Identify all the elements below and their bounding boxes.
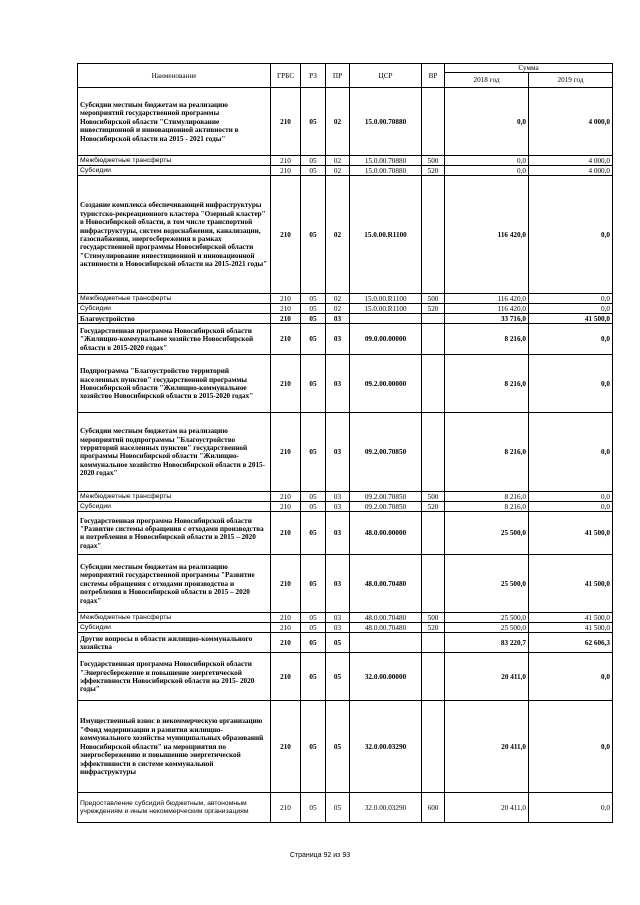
cell-vr [422, 355, 445, 413]
table-row [78, 324, 613, 355]
cell-grbs: 210 [271, 324, 301, 355]
cell-vr [422, 633, 445, 653]
cell-2019: 41 500,0 [529, 613, 613, 623]
header-rz: РЗ [301, 64, 326, 88]
cell-grbs: 210 [271, 156, 301, 166]
cell-2019: 41 500,0 [529, 623, 613, 633]
table-row [78, 633, 613, 653]
table-row [78, 492, 613, 502]
cell-pr: 05 [326, 633, 350, 653]
cell-pr: 03 [326, 502, 350, 512]
cell-2018: 25 500,0 [445, 555, 529, 613]
cell-pr: 05 [326, 653, 350, 701]
cell-csr: 48.0.00.70480 [350, 613, 422, 623]
cell-vr [422, 176, 445, 294]
cell-2019: 0,0 [529, 653, 613, 701]
cell-pr: 02 [326, 304, 350, 314]
table-row [78, 623, 613, 633]
cell-grbs: 210 [271, 176, 301, 294]
cell-vr: 520 [422, 502, 445, 512]
cell-grbs: 210 [271, 793, 301, 823]
cell-rz: 05 [301, 324, 326, 355]
table-row [78, 555, 613, 613]
cell-vr: 500 [422, 156, 445, 166]
table-row [78, 294, 613, 304]
cell-grbs: 210 [271, 166, 301, 176]
cell-csr: 32.0.00.03290 [350, 793, 422, 823]
cell-pr: 03 [326, 492, 350, 502]
cell-2019: 41 500,0 [529, 555, 613, 613]
cell-2019: 0,0 [529, 304, 613, 314]
cell-grbs: 210 [271, 355, 301, 413]
cell-csr: 15.0.00.70880 [350, 166, 422, 176]
cell-2019: 0,0 [529, 492, 613, 502]
table-row [78, 156, 613, 166]
cell-2019: 0,0 [529, 324, 613, 355]
cell-2018: 8 216,0 [445, 492, 529, 502]
cell-grbs: 210 [271, 623, 301, 633]
header-2019: 2019 год [529, 73, 613, 88]
cell-csr: 09.2.00.70850 [350, 502, 422, 512]
cell-vr [422, 314, 445, 324]
cell-name: Субсидии местным бюджетам на реализацию мероприятий государственной программы "Развитие системы обращения с отходами производства и потребления в Новосибирской области в 2015 – 2020 годах" [78, 555, 271, 613]
cell-2018: 8 216,0 [445, 324, 529, 355]
cell-grbs: 210 [271, 512, 301, 555]
cell-pr: 02 [326, 166, 350, 176]
cell-2019: 4 000,0 [529, 156, 613, 166]
cell-2019: 62 606,3 [529, 633, 613, 653]
cell-name: Государственная программа Новосибирской области "Жилищно-коммунальное хозяйство Новосибирской области в 2015-2020 годах" [78, 324, 271, 355]
cell-vr [422, 324, 445, 355]
table-row [78, 502, 613, 512]
cell-name: Межбюджетные трансферты [78, 613, 271, 623]
cell-csr: 32.0.00.03290 [350, 701, 422, 793]
cell-name: Предоставление субсидий бюджетным, автономным учреждениям и иным некоммерческим организациям [78, 793, 271, 823]
cell-csr: 15.0.00.R1100 [350, 176, 422, 294]
cell-pr: 02 [326, 156, 350, 166]
table-row [78, 88, 613, 156]
cell-name: Субсидии [78, 166, 271, 176]
cell-csr: 48.0.00.70480 [350, 623, 422, 633]
cell-csr: 32.0.00.00000 [350, 653, 422, 701]
cell-2018: 20 411,0 [445, 793, 529, 823]
table-row [78, 355, 613, 413]
cell-name: Государственная программа Новосибирской области "Развитие системы обращения с отходами производства и потребления в Новосибирской области в 2015 – 2020 годах" [78, 512, 271, 555]
cell-vr: 520 [422, 623, 445, 633]
cell-2018: 33 716,0 [445, 314, 529, 324]
cell-pr: 05 [326, 793, 350, 823]
cell-vr: 520 [422, 166, 445, 176]
cell-2019: 4 000,0 [529, 166, 613, 176]
cell-name: Создание комплекса обеспечивающей инфраструктуры туристско-рекреационного кластера "Озерный кластер" в Новосибирской области, в том числе транспортной инфраструктуры, систем водоснабжения, канализации, газоснабжения, энергосбережения в рамках государственной программы Новосибирской области "Стимулирование инвестиционной и инновационной активности в Новосибирской области на 2015-2021 годы" [78, 176, 271, 294]
header-csr: ЦСР [350, 64, 422, 88]
cell-csr: 09.2.00.70850 [350, 413, 422, 492]
cell-rz: 05 [301, 701, 326, 793]
cell-name: Подпрограмма "Благоустройство территорий населенных пунктов" государственной программы Новосибирской области "Жилищно-коммунальное хозяйство Новосибирской области в 2015-2020 годах" [78, 355, 271, 413]
cell-name: Другие вопросы в области жилищно-коммунального хозяйства [78, 633, 271, 653]
cell-rz: 05 [301, 555, 326, 613]
cell-2018: 0,0 [445, 166, 529, 176]
cell-pr: 02 [326, 176, 350, 294]
cell-grbs: 210 [271, 613, 301, 623]
cell-2019: 0,0 [529, 413, 613, 492]
cell-pr: 03 [326, 512, 350, 555]
cell-csr: 09.2.00.70850 [350, 492, 422, 502]
cell-2018: 8 216,0 [445, 502, 529, 512]
cell-2018: 8 216,0 [445, 413, 529, 492]
cell-grbs: 210 [271, 413, 301, 492]
cell-pr: 03 [326, 355, 350, 413]
cell-csr: 48.0.00.70480 [350, 555, 422, 613]
cell-name: Субсидии [78, 623, 271, 633]
cell-csr: 09.0.00.00000 [350, 324, 422, 355]
cell-rz: 05 [301, 613, 326, 623]
cell-grbs: 210 [271, 653, 301, 701]
cell-grbs: 210 [271, 492, 301, 502]
cell-pr: 05 [326, 701, 350, 793]
cell-grbs: 210 [271, 294, 301, 304]
cell-csr: 15.0.00.70880 [350, 88, 422, 156]
cell-2018: 20 411,0 [445, 653, 529, 701]
cell-pr: 03 [326, 324, 350, 355]
cell-2019: 0,0 [529, 176, 613, 294]
cell-name: Государственная программа Новосибирской области "Энергосбережение и повышение энергетической эффективности Новосибирской области на 2015- 2020 годы" [78, 653, 271, 701]
table-row [78, 176, 613, 294]
cell-2018: 25 500,0 [445, 623, 529, 633]
cell-grbs: 210 [271, 502, 301, 512]
table-row [78, 304, 613, 314]
cell-grbs: 210 [271, 633, 301, 653]
cell-2018: 0,0 [445, 156, 529, 166]
cell-vr: 500 [422, 492, 445, 502]
cell-vr [422, 88, 445, 156]
cell-grbs: 210 [271, 701, 301, 793]
header-sum: Сумма [445, 64, 613, 73]
cell-csr: 09.2.00.00000 [350, 355, 422, 413]
cell-rz: 05 [301, 355, 326, 413]
cell-vr: 600 [422, 793, 445, 823]
cell-vr [422, 512, 445, 555]
cell-pr: 03 [326, 555, 350, 613]
cell-rz: 05 [301, 156, 326, 166]
table-row [78, 166, 613, 176]
cell-csr: 15.0.00.R1100 [350, 294, 422, 304]
cell-pr: 02 [326, 294, 350, 304]
cell-2019: 0,0 [529, 355, 613, 413]
cell-name: Благоустройство [78, 314, 271, 324]
cell-pr: 03 [326, 613, 350, 623]
cell-pr: 03 [326, 623, 350, 633]
cell-vr: 500 [422, 294, 445, 304]
table-row [78, 653, 613, 701]
cell-pr: 03 [326, 314, 350, 324]
cell-grbs: 210 [271, 88, 301, 156]
cell-rz: 05 [301, 512, 326, 555]
cell-name: Имущественный взнос в некоммерческую организацию "Фонд модернизации и развития жилищно-коммунального хозяйства муниципальных образований Новосибирской области" на мероприятия по энергосбережению и повышению энергетической эффективности в системе коммунальной инфраструктуры [78, 701, 271, 793]
cell-name: Субсидии местным бюджетам на реализацию мероприятий государственной программы Новосибирской области "Стимулирование инвестиционной и инновационной активности в Новосибирской области на 2015 - 2021 годы" [78, 88, 271, 156]
header-2018: 2018 год [445, 73, 529, 88]
cell-vr: 520 [422, 304, 445, 314]
cell-2019: 4 000,0 [529, 88, 613, 156]
cell-2019: 0,0 [529, 502, 613, 512]
table-row [78, 793, 613, 823]
cell-pr: 03 [326, 413, 350, 492]
cell-2018: 116 420,0 [445, 294, 529, 304]
cell-csr [350, 633, 422, 653]
cell-2019: 0,0 [529, 793, 613, 823]
cell-vr [422, 413, 445, 492]
cell-2019: 0,0 [529, 294, 613, 304]
cell-2018: 25 500,0 [445, 613, 529, 623]
cell-rz: 05 [301, 413, 326, 492]
cell-2018: 83 220,7 [445, 633, 529, 653]
cell-rz: 05 [301, 793, 326, 823]
table-row [78, 314, 613, 324]
cell-name: Субсидии [78, 304, 271, 314]
cell-grbs: 210 [271, 314, 301, 324]
cell-vr [422, 555, 445, 613]
cell-vr: 500 [422, 613, 445, 623]
cell-vr [422, 701, 445, 793]
cell-rz: 05 [301, 633, 326, 653]
table-row [78, 512, 613, 555]
table-row [78, 613, 613, 623]
cell-rz: 05 [301, 653, 326, 701]
cell-pr: 02 [326, 88, 350, 156]
cell-grbs: 210 [271, 555, 301, 613]
cell-2019: 0,0 [529, 701, 613, 793]
cell-2018: 0,0 [445, 88, 529, 156]
cell-rz: 05 [301, 166, 326, 176]
cell-vr [422, 653, 445, 701]
page-footer: Страница 92 из 93 [289, 852, 351, 859]
cell-csr: 15.0.00.70880 [350, 156, 422, 166]
budget-table [77, 63, 613, 823]
cell-2019: 41 500,0 [529, 512, 613, 555]
cell-name: Субсидии [78, 502, 271, 512]
header-name: Наименование [78, 64, 271, 88]
cell-rz: 05 [301, 502, 326, 512]
cell-rz: 05 [301, 314, 326, 324]
cell-rz: 05 [301, 304, 326, 314]
header-vr: ВР [422, 64, 445, 88]
cell-rz: 05 [301, 88, 326, 156]
cell-name: Межбюджетные трансферты [78, 156, 271, 166]
cell-name: Межбюджетные трансферты [78, 294, 271, 304]
cell-2018: 25 500,0 [445, 512, 529, 555]
cell-2018: 8 216,0 [445, 355, 529, 413]
cell-csr: 48.0.00.00000 [350, 512, 422, 555]
cell-csr: 15.0.00.R1100 [350, 304, 422, 314]
table-row [78, 413, 613, 492]
table-row [78, 701, 613, 793]
cell-rz: 05 [301, 294, 326, 304]
cell-2019: 41 500,0 [529, 314, 613, 324]
header-pr: ПР [326, 64, 350, 88]
cell-rz: 05 [301, 176, 326, 294]
cell-name: Субсидии местным бюджетам на реализацию мероприятий подпрограммы "Благоустройство территорий населенных пунктов" государственной программы Новосибирской области "Жилищно-коммунальное хозяйство Новосибирской области в 2015-2020 годах" [78, 413, 271, 492]
cell-csr [350, 314, 422, 324]
cell-2018: 116 420,0 [445, 304, 529, 314]
cell-grbs: 210 [271, 304, 301, 314]
cell-rz: 05 [301, 623, 326, 633]
cell-2018: 20 411,0 [445, 701, 529, 793]
cell-rz: 05 [301, 492, 326, 502]
cell-name: Межбюджетные трансферты [78, 492, 271, 502]
header-grbs: ГРБС [271, 64, 301, 88]
cell-2018: 116 420,0 [445, 176, 529, 294]
